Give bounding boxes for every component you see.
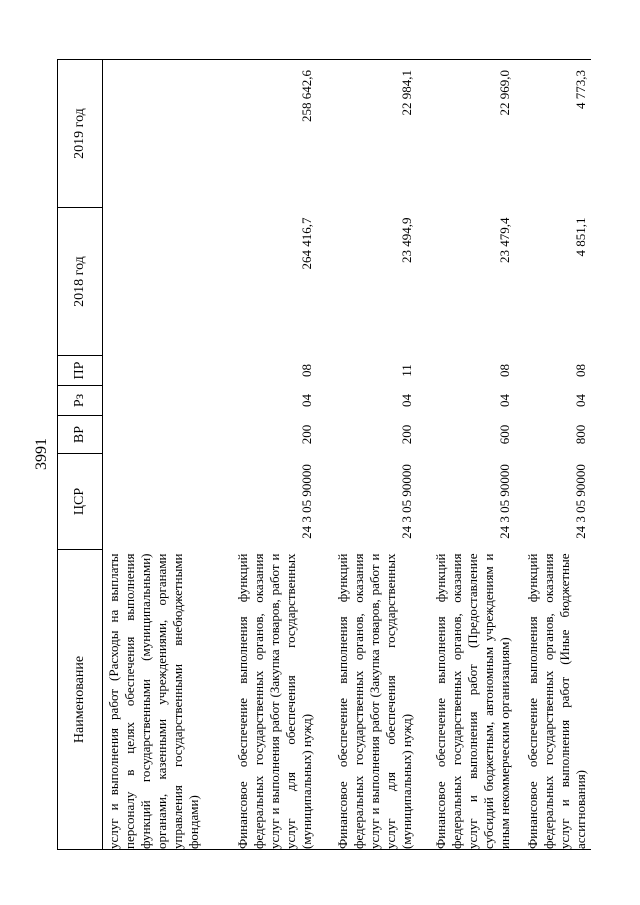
table-row [103, 60, 215, 850]
budget-table [57, 59, 591, 850]
row-pr: 08 [496, 364, 512, 377]
header-2019: 2019 год [58, 60, 103, 208]
row-rz: 04 [572, 394, 588, 407]
row-2019: 4 773,3 [515, 60, 591, 208]
row-rz: 04 [298, 394, 314, 407]
row-pr: 08 [572, 364, 588, 377]
table-row [515, 60, 591, 850]
row-vr [103, 416, 215, 454]
row-2018: 23 479,4 [496, 217, 512, 263]
row-2018: 264 416,7 [298, 217, 314, 270]
header-name: Наименование [58, 550, 103, 850]
row-vr: 200 [398, 424, 414, 445]
table-row [317, 60, 417, 850]
row-name: Финансовое обеспечение выполнения функций федеральных государственных органов, оказания услуг и выполнения работ (Иные бюджетные ассигнования) [515, 550, 591, 850]
row-2019: 22 969,0 [417, 60, 515, 208]
row-2018: 4 851,1 [572, 217, 588, 257]
row-name: услуг и выполнения работ (Расходы на выплаты персоналу в целях обеспечения выполнения функций государственными (муниципальными) органами, казенными учреждениями, органами управления государственными внебюджетными фондами) [103, 550, 215, 850]
row-vr: 800 [572, 424, 588, 445]
table-row [417, 60, 515, 850]
row-2018: 23 494,9 [398, 217, 414, 263]
page-number-text: 3991 [33, 438, 50, 470]
row-csr: 24 3 05 90000 [298, 464, 314, 539]
row-name: Финансовое обеспечение выполнения функций федеральных государственных органов, оказания услуг и выполнения работ (Предоставление субсидий бюджетным, автономным учреждениям и иным некоммерческим организациям) [417, 550, 515, 850]
row-vr: 200 [298, 424, 314, 445]
rotated-table-container [57, 60, 592, 850]
row-vr: 600 [496, 424, 512, 445]
page-number [30, 437, 54, 471]
row-rz: 04 [398, 394, 414, 407]
row-2019: 22 984,1 [317, 60, 417, 208]
header-csr: ЦСР [58, 454, 103, 550]
row-2018 [103, 208, 215, 356]
table-row [215, 60, 317, 850]
header-rz: Рз [58, 386, 103, 416]
row-2019: 258 642,6 [215, 60, 317, 208]
row-csr: 24 3 05 90000 [496, 464, 512, 539]
row-csr [103, 454, 215, 550]
header-2018: 2018 год [58, 208, 103, 356]
row-name: Финансовое обеспечение выполнения функций федеральных государственных органов, оказания услуг и выполнения работ (Закупка товаров, работ и услуг для обеспечения государственных (муниципальных) нужд) [215, 550, 317, 850]
row-pr: 11 [398, 364, 414, 377]
row-rz: 04 [496, 394, 512, 407]
header-vr: ВР [58, 416, 103, 454]
row-2019 [103, 60, 215, 208]
row-pr: 08 [298, 364, 314, 377]
header-pr: ПР [58, 356, 103, 386]
row-name: Финансовое обеспечение выполнения функций федеральных государственных органов, оказания услуг и выполнения работ (Закупка товаров, работ и услуг для обеспечения государственных (муниципальных) нужд) [317, 550, 417, 850]
row-pr [103, 356, 215, 386]
row-csr: 24 3 05 90000 [398, 464, 414, 539]
header-row [58, 60, 103, 850]
row-rz [103, 386, 215, 416]
row-csr: 24 3 05 90000 [572, 464, 588, 539]
